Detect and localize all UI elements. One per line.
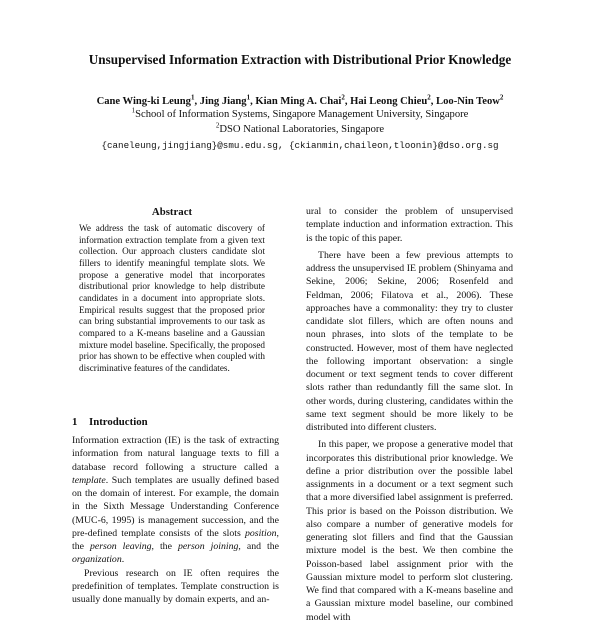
section-heading-introduction: 1 Introduction <box>72 416 148 428</box>
paragraph: Previous research on IE often requires the predefinition of templates. Template construction is usually done manually by domain experts, and an- <box>72 567 279 605</box>
author: Kian Ming A. Chai$^2$, <box>255 93 351 107</box>
author: Cane Wing-ki Leung$^1$, <box>96 93 200 107</box>
author: Jing Jiang$^1$, <box>199 93 256 107</box>
abstract-heading: Abstract <box>151 206 193 218</box>
left-column-body <box>72 434 279 606</box>
paragraph: There have been a few previous attempts to address the unsupervised IE problem (Shinyama and Sekine, 2006; Sekine, 2006; Rosenfeld and Feldman, 2006; Filatova et al., 2006). These approaches have a commonality: they try to cluster candidate slot fillers, which are often nouns and noun phrases, into slots of the template to be constructed. However, most of them have neglected the following important observation: a single document or text segment tends to cover different slots rather than redundantly fill the same slot. In other words, during clustering, candidates within the same text segment should be more likely to be distributed into different clusters. <box>306 249 513 433</box>
paragraph: In this paper, we propose a generative model that incorporates this distributional prior knowledge. We define a prior distribution over the possible label assignments in a document or a text segment such that a more diversified label assignment is preferred. This prior is based on the Poisson distribution. We also compare a number of generative models for generating slot fillers and find that the Gaussian mixture model is the best. We then combine the Poisson-based label assignment prior with the Gaussian mixture model to perform slot clustering. We find that compared with a K-means baseline and a Gaussian mixture model baseline, our combined model with <box>306 439 513 623</box>
right-column-body <box>306 205 513 624</box>
author-emails: {caneleung,jingjiang}@smu.edu.sg, {ckianmin,chaileon,tloonin}@dso.org.sg <box>101 140 499 151</box>
affiliation-2: $^2$DSO National Laboratories, Singapore <box>215 121 385 135</box>
paper-title: Unsupervised Information Extraction with Distributional Prior Knowledge <box>88 52 512 67</box>
author: Hai Leong Chieu$^2$, <box>350 93 437 107</box>
affiliation-1: $^1$School of Information Systems, Singapore Management University, Singapore <box>131 106 469 120</box>
paragraph: Information extraction (IE) is the task of extracting information from natural language texts to fill a database record following a structure called a template. Such templates are usually defined based on the domain of interest. For example, the domain in the Sixth Message Understanding Conference (MUC-6, 1995) is management succession, and the pre-defined template consists of the slots position, the person leaving, the person joining, and the organization. <box>72 435 279 566</box>
paragraph: ural to consider the problem of unsupervised template induction and information extraction. This is the topic of this paper. <box>306 206 513 244</box>
author: Loo-Nin Teow$^2$ <box>436 93 504 107</box>
abstract-text: We address the task of automatic discovery of information extraction template from a given text collection. Our approach clusters candidate slot fillers to identify meaningful template slots. We propose a generative model that incorporates distributional prior knowledge to help distribute candidates in a document into appropriate slots. Empirical results suggest that the proposed prior can bring substantial improvements to our task as compared to a K-means baseline and a Gaussian mixture model baseline. Specifically, the proposed prior has shown to be effective when coupled with discriminative features of the candidates. <box>79 223 265 373</box>
author-list <box>0 93 600 107</box>
